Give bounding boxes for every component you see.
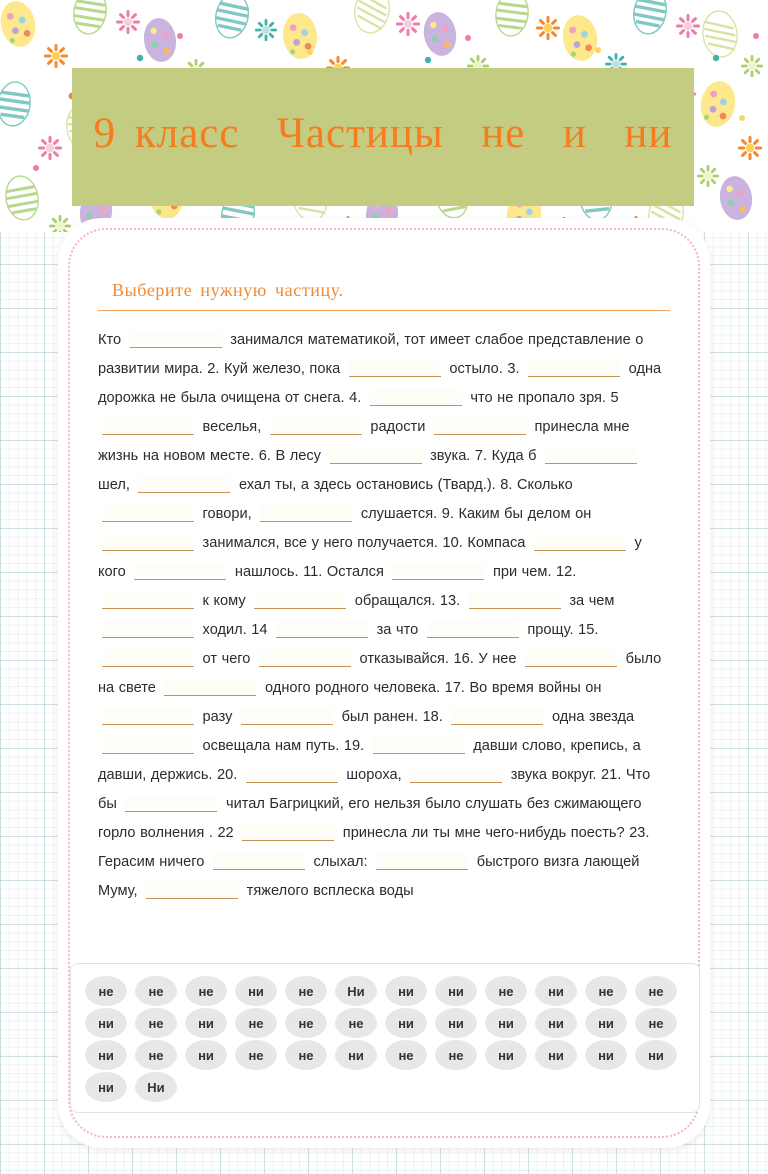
word-chip-ни-3-12[interactable]: ни — [635, 1040, 677, 1070]
word-chip-ни-3-6[interactable]: ни — [335, 1040, 377, 1070]
answer-blank-5[interactable] — [102, 418, 194, 435]
word-chip-ни-2-11[interactable]: ни — [585, 1008, 627, 1038]
word-chip-не-1-1[interactable]: не — [85, 976, 127, 1006]
word-chip-ни-3-1[interactable]: ни — [85, 1040, 127, 1070]
exercise-text-run: звука вокруг. 21. Что бы — [98, 767, 651, 812]
exercise-text-run: Кто — [98, 332, 126, 348]
word-chip-ни-3-9[interactable]: ни — [485, 1040, 527, 1070]
exercise-text-run: давши слово, крепись, а давши, держись. 20. — [98, 738, 641, 783]
exercise-text-run: за что — [372, 622, 423, 638]
answer-blank-17[interactable] — [102, 592, 194, 609]
answer-blank-6[interactable] — [270, 418, 362, 435]
exercise-text-run: одна звезда — [547, 709, 635, 725]
word-chip-не-1-3[interactable]: не — [185, 976, 227, 1006]
answer-blank-26[interactable] — [164, 679, 256, 696]
answer-blank-1[interactable] — [130, 331, 222, 348]
answer-blank-14[interactable] — [534, 534, 626, 551]
answer-blank-13[interactable] — [102, 534, 194, 551]
word-chip-ни-1-7[interactable]: ни — [385, 976, 427, 1006]
answer-blank-34[interactable] — [125, 795, 217, 812]
word-chip-не-2-5[interactable]: не — [285, 1008, 327, 1038]
exercise-text-run: шороха, — [341, 767, 407, 783]
answer-blank-3[interactable] — [528, 360, 620, 377]
exercise-text-run: занимался математикой, тот имеет слабое представление о развитии мира. 2. Куй железо, пока — [98, 332, 644, 377]
answer-blank-7[interactable] — [434, 418, 526, 435]
word-chip-ни-4-2[interactable]: Ни — [135, 1072, 177, 1102]
answer-blank-37[interactable] — [376, 853, 468, 870]
exercise-text-run: говори, — [198, 506, 257, 522]
answer-blank-4[interactable] — [370, 389, 462, 406]
word-chip-не-2-12[interactable]: не — [635, 1008, 677, 1038]
answer-blank-19[interactable] — [469, 592, 561, 609]
exercise-text-run: что не пропало зря. 5 — [465, 390, 619, 406]
exercise-text-run: принесла ли ты мне чего-нибудь поесть? 23. Герасим ничего — [98, 825, 650, 870]
exercise-text-run: одна дорожка не была очищена от снега. 4. — [98, 361, 662, 406]
word-chip-не-3-2[interactable]: не — [135, 1040, 177, 1070]
word-chip-не-3-8[interactable]: не — [435, 1040, 477, 1070]
answer-blank-18[interactable] — [254, 592, 346, 609]
answer-blank-31[interactable] — [373, 737, 465, 754]
word-chip-ни-3-11[interactable]: ни — [585, 1040, 627, 1070]
answer-blank-24[interactable] — [259, 650, 351, 667]
exercise-text-run: к кому — [198, 593, 251, 609]
exercise-text-run: шел, — [98, 477, 135, 493]
exercise-text-run: читал Багрицкий, его нельзя было слушать без сжимающего горло волнения . 22 — [98, 796, 642, 841]
exercise-text-run: за чем — [564, 593, 615, 609]
word-chip-ни-1-10[interactable]: ни — [535, 976, 577, 1006]
word-chip-ни-2-1[interactable]: ни — [85, 1008, 127, 1038]
exercise-text-run: слушается. 9. Каким бы делом он — [356, 506, 592, 522]
card-content — [98, 280, 670, 906]
exercise-text-run: радости — [365, 419, 430, 435]
exercise-text-run: от чего — [198, 651, 255, 667]
word-chip-ни-2-7[interactable]: ни — [385, 1008, 427, 1038]
answer-blank-22[interactable] — [427, 621, 519, 638]
word-chip-ни-2-10[interactable]: ни — [535, 1008, 577, 1038]
word-chip-не-2-6[interactable]: не — [335, 1008, 377, 1038]
answer-blank-20[interactable] — [102, 621, 194, 638]
word-chip-не-3-4[interactable]: не — [235, 1040, 277, 1070]
word-chip-не-2-4[interactable]: не — [235, 1008, 277, 1038]
answer-blank-12[interactable] — [260, 505, 352, 522]
exercise-text-run: ходил. 14 — [198, 622, 273, 638]
word-chip-ни-1-6[interactable]: Ни — [335, 976, 377, 1006]
exercise-text — [98, 326, 670, 906]
answer-blank-11[interactable] — [102, 505, 194, 522]
word-chip-ни-2-9[interactable]: ни — [485, 1008, 527, 1038]
exercise-text-run: остыло. 3. — [444, 361, 525, 377]
exercise-text-run: у кого — [98, 535, 642, 580]
word-chip-не-1-2[interactable]: не — [135, 976, 177, 1006]
word-chip-ни-1-4[interactable]: ни — [235, 976, 277, 1006]
answer-blank-30[interactable] — [102, 737, 194, 754]
answer-blank-33[interactable] — [410, 766, 502, 783]
answer-blank-28[interactable] — [241, 708, 333, 725]
exercise-text-run: нашлось. 11. Остался — [230, 564, 389, 580]
word-bank-row — [85, 976, 689, 1006]
word-bank-row — [85, 1008, 689, 1038]
answer-blank-32[interactable] — [246, 766, 338, 783]
word-chip-ни-2-8[interactable]: ни — [435, 1008, 477, 1038]
exercise-text-run: тяжелого всплеска воды — [242, 883, 414, 899]
word-bank-row — [85, 1040, 689, 1070]
exercise-text-run: занимался, все у него получается. 10. Компаса — [198, 535, 530, 551]
exercise-text-run: звука. 7. Куда б — [425, 448, 542, 464]
answer-blank-16[interactable] — [392, 563, 484, 580]
exercise-text-run: слыхал: — [308, 854, 373, 870]
answer-blank-2[interactable] — [349, 360, 441, 377]
title-banner — [72, 68, 694, 206]
exercise-text-run: освещала нам путь. 19. — [198, 738, 369, 754]
word-chip-ни-3-3[interactable]: ни — [185, 1040, 227, 1070]
answer-blank-8[interactable] — [330, 447, 422, 464]
exercise-text-run: принесла мне жизнь на новом месте. 6. В лесу — [98, 419, 630, 464]
word-chip-ни-4-1[interactable]: ни — [85, 1072, 127, 1102]
exercise-text-run: при чем. 12. — [488, 564, 577, 580]
answer-blank-38[interactable] — [146, 882, 238, 899]
exercise-text-run: ехал ты, а здесь остановись (Твард.). 8. Сколько — [234, 477, 573, 493]
exercise-text-run: был ранен. 18. — [337, 709, 448, 725]
exercise-text-run: обращался. 13. — [350, 593, 465, 609]
word-chip-не-3-7[interactable]: не — [385, 1040, 427, 1070]
answer-blank-23[interactable] — [102, 650, 194, 667]
word-bank-panel — [70, 963, 700, 1113]
word-chip-ни-3-10[interactable]: ни — [535, 1040, 577, 1070]
page-title: 9 класс Частицы не и ни — [93, 109, 673, 157]
word-chip-не-1-11[interactable]: не — [585, 976, 627, 1006]
word-chip-не-2-2[interactable]: не — [135, 1008, 177, 1038]
answer-blank-29[interactable] — [451, 708, 543, 725]
instruction-divider — [98, 310, 670, 311]
answer-blank-15[interactable] — [134, 563, 226, 580]
word-bank-row — [85, 1072, 689, 1102]
word-chip-ни-1-8[interactable]: ни — [435, 976, 477, 1006]
word-bank-rows — [85, 976, 689, 1102]
exercise-text-run: было на свете — [98, 651, 662, 696]
answer-blank-9[interactable] — [545, 447, 637, 464]
instruction-text: Выберите нужную частицу. — [112, 280, 344, 300]
answer-blank-21[interactable] — [276, 621, 368, 638]
word-chip-не-1-9[interactable]: не — [485, 976, 527, 1006]
word-chip-не-1-5[interactable]: не — [285, 976, 327, 1006]
exercise-text-run: отказывайся. 16. У нее — [354, 651, 522, 667]
answer-blank-25[interactable] — [525, 650, 617, 667]
exercise-text-run: быстрого визга лающей Муму, — [98, 854, 640, 899]
word-chip-не-1-12[interactable]: не — [635, 976, 677, 1006]
answer-blank-36[interactable] — [213, 853, 305, 870]
exercise-text-run: одного родного человека. 17. Во время войны он — [260, 680, 602, 696]
exercise-text-run: прощу. 15. — [522, 622, 599, 638]
answer-blank-27[interactable] — [102, 708, 194, 725]
exercise-text-run: веселья, — [198, 419, 266, 435]
answer-blank-35[interactable] — [242, 824, 334, 841]
word-chip-не-3-5[interactable]: не — [285, 1040, 327, 1070]
exercise-text-run: разу — [198, 709, 238, 725]
answer-blank-10[interactable] — [138, 476, 230, 493]
word-chip-ни-2-3[interactable]: ни — [185, 1008, 227, 1038]
